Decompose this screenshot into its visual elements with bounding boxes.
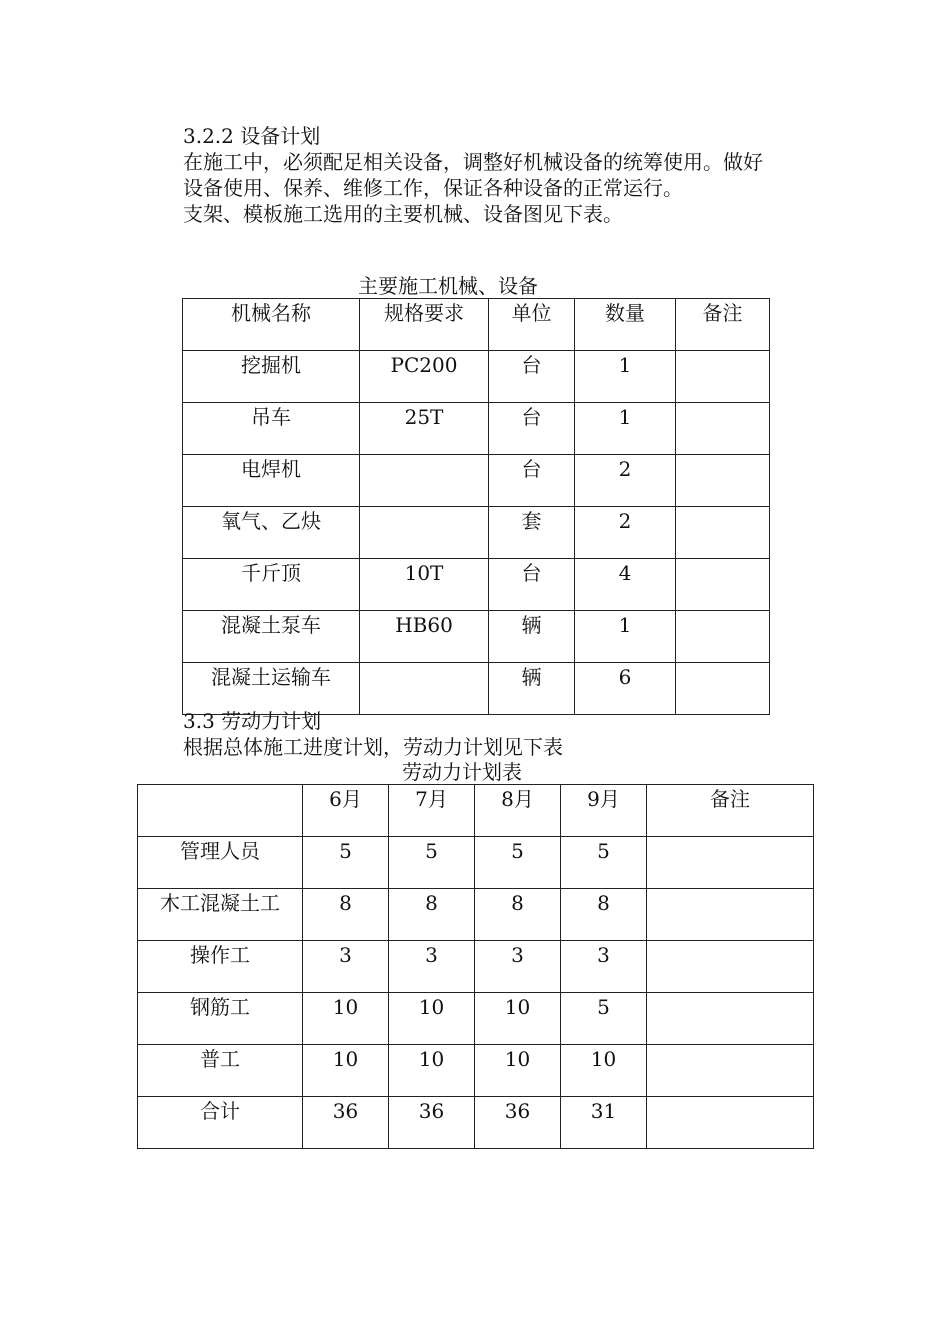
equipment-quantity-cell: 2 (575, 455, 676, 507)
labor-september-cell: 5 (561, 837, 647, 889)
table-row (183, 455, 770, 507)
labor-header-june: 6月 (303, 785, 389, 837)
section-3-3-heading: 3.3 劳动力计划 (183, 709, 322, 733)
equipment-quantity-cell: 4 (575, 559, 676, 611)
labor-september-cell: 31 (561, 1097, 647, 1149)
equipment-name-cell: 氧气、乙炔 (183, 507, 360, 559)
table-row (138, 837, 814, 889)
labor-september-cell: 10 (561, 1045, 647, 1097)
labor-role-cell: 管理人员 (138, 837, 303, 889)
equipment-spec-cell (360, 507, 489, 559)
labor-september-cell: 3 (561, 941, 647, 993)
labor-july-cell: 36 (389, 1097, 475, 1149)
equipment-plan-paragraph-line-2: 设备使用、保养、维修工作，保证各种设备的正常运行。 (183, 176, 683, 200)
table-row (183, 611, 770, 663)
equipment-name-cell: 千斤顶 (183, 559, 360, 611)
equipment-quantity-cell: 1 (575, 403, 676, 455)
table-row (138, 941, 814, 993)
table-row (183, 663, 770, 715)
labor-july-cell: 8 (389, 889, 475, 941)
labor-july-cell: 10 (389, 993, 475, 1045)
labor-june-cell: 3 (303, 941, 389, 993)
labor-table-caption: 劳动力计划表 (402, 760, 522, 784)
labor-header-remarks: 备注 (647, 785, 814, 837)
equipment-quantity-cell: 1 (575, 611, 676, 663)
labor-remarks-cell (647, 1045, 814, 1097)
equipment-spec-cell: 25T (360, 403, 489, 455)
table-row (138, 889, 814, 941)
equipment-name-cell: 电焊机 (183, 455, 360, 507)
table-row (183, 403, 770, 455)
equipment-remarks-cell (676, 663, 770, 715)
equipment-table-header-row (183, 299, 770, 351)
equipment-plan-paragraph-line-1: 在施工中，必须配足相关设备，调整好机械设备的统筹使用。做好 (183, 150, 763, 174)
labor-role-cell: 木工混凝土工 (138, 889, 303, 941)
labor-header-august: 8月 (475, 785, 561, 837)
labor-august-cell: 36 (475, 1097, 561, 1149)
labor-remarks-cell (647, 1097, 814, 1149)
labor-remarks-cell (647, 837, 814, 889)
labor-june-cell: 5 (303, 837, 389, 889)
labor-september-cell: 5 (561, 993, 647, 1045)
equipment-unit-cell: 台 (489, 455, 575, 507)
equipment-header-spec: 规格要求 (360, 299, 489, 351)
labor-august-cell: 10 (475, 1045, 561, 1097)
labor-table (137, 784, 814, 1149)
labor-june-cell: 10 (303, 1045, 389, 1097)
equipment-name-cell: 挖掘机 (183, 351, 360, 403)
labor-plan-paragraph: 根据总体施工进度计划，劳动力计划见下表 (183, 735, 563, 759)
labor-september-cell: 8 (561, 889, 647, 941)
equipment-name-cell: 混凝土运输车 (183, 663, 360, 715)
equipment-unit-cell: 台 (489, 351, 575, 403)
equipment-header-unit: 单位 (489, 299, 575, 351)
labor-remarks-cell (647, 993, 814, 1045)
equipment-unit-cell: 辆 (489, 663, 575, 715)
equipment-unit-cell: 辆 (489, 611, 575, 663)
labor-august-cell: 5 (475, 837, 561, 889)
equipment-name-cell: 吊车 (183, 403, 360, 455)
equipment-remarks-cell (676, 559, 770, 611)
labor-header-blank (138, 785, 303, 837)
equipment-remarks-cell (676, 455, 770, 507)
equipment-header-quantity: 数量 (575, 299, 676, 351)
labor-header-september: 9月 (561, 785, 647, 837)
equipment-spec-cell (360, 455, 489, 507)
section-3-2-2-heading: 3.2.2 设备计划 (183, 124, 321, 148)
equipment-plan-table-intro: 支架、模板施工选用的主要机械、设备图见下表。 (183, 202, 623, 226)
labor-august-cell: 3 (475, 941, 561, 993)
labor-header-july: 7月 (389, 785, 475, 837)
labor-remarks-cell (647, 941, 814, 993)
labor-table-header-row (138, 785, 814, 837)
equipment-remarks-cell (676, 403, 770, 455)
equipment-spec-cell (360, 663, 489, 715)
labor-august-cell: 10 (475, 993, 561, 1045)
equipment-remarks-cell (676, 507, 770, 559)
equipment-unit-cell: 套 (489, 507, 575, 559)
labor-june-cell: 10 (303, 993, 389, 1045)
equipment-table-caption: 主要施工机械、设备 (358, 274, 538, 298)
equipment-quantity-cell: 1 (575, 351, 676, 403)
equipment-unit-cell: 台 (489, 403, 575, 455)
table-row (138, 993, 814, 1045)
labor-role-cell: 钢筋工 (138, 993, 303, 1045)
labor-july-cell: 10 (389, 1045, 475, 1097)
labor-remarks-cell (647, 889, 814, 941)
labor-august-cell: 8 (475, 889, 561, 941)
equipment-spec-cell: PC200 (360, 351, 489, 403)
table-row (183, 351, 770, 403)
equipment-spec-cell: HB60 (360, 611, 489, 663)
equipment-table (182, 298, 770, 715)
equipment-name-cell: 混凝土泵车 (183, 611, 360, 663)
table-row (183, 559, 770, 611)
labor-june-cell: 36 (303, 1097, 389, 1149)
table-row (183, 507, 770, 559)
equipment-spec-cell: 10T (360, 559, 489, 611)
labor-june-cell: 8 (303, 889, 389, 941)
labor-july-cell: 5 (389, 837, 475, 889)
labor-july-cell: 3 (389, 941, 475, 993)
equipment-remarks-cell (676, 351, 770, 403)
labor-role-cell: 合计 (138, 1097, 303, 1149)
equipment-remarks-cell (676, 611, 770, 663)
labor-role-cell: 普工 (138, 1045, 303, 1097)
equipment-header-name: 机械名称 (183, 299, 360, 351)
equipment-header-remarks: 备注 (676, 299, 770, 351)
labor-role-cell: 操作工 (138, 941, 303, 993)
equipment-unit-cell: 台 (489, 559, 575, 611)
table-row (138, 1097, 814, 1149)
equipment-quantity-cell: 6 (575, 663, 676, 715)
equipment-quantity-cell: 2 (575, 507, 676, 559)
table-row (138, 1045, 814, 1097)
